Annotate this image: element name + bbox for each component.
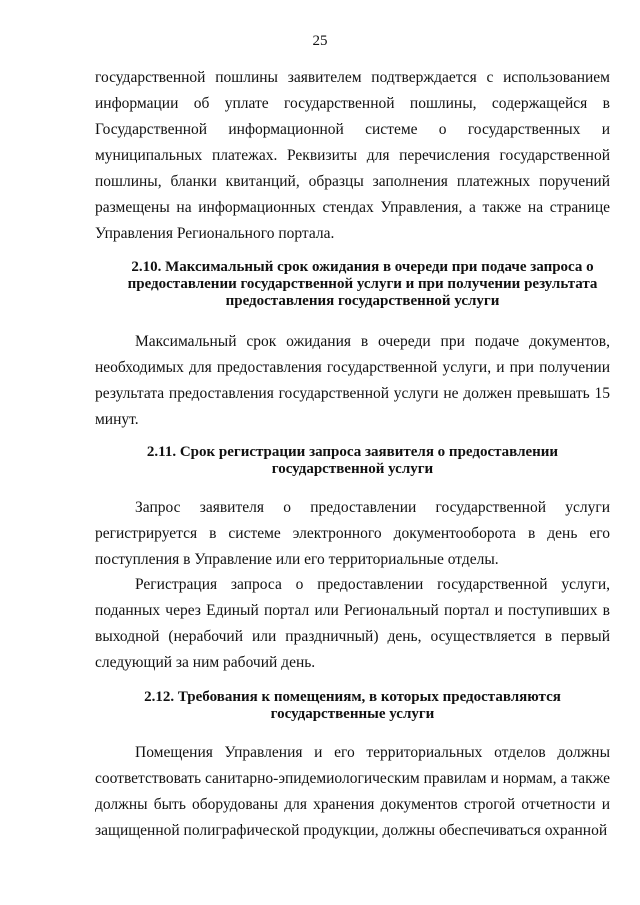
heading-2-10: 2.10. Максимальный срок ожидания в очереди при подаче запроса о предоставлении государственной услуги и при получении результата предоставления государственной услуги xyxy=(127,259,598,309)
heading-2-11: 2.11. Срок регистрации запроса заявителя о предоставлении государственной услуги xyxy=(146,444,559,477)
paragraph-queue-wait-time: Максимальный срок ожидания в очереди при подаче документов, необходимых для предоставления государственной услуги, и при получении результата предоставления государственной услуги не должен превышать 15 минут. xyxy=(95,333,610,428)
paragraph-weekend-registration: Регистрация запроса о предоставлении государственной услуги, поданных через Единый портал или Региональный портал и поступивших в выходной (нерабочий или праздничный) день, осуществляется в первый следующий за ним рабочий день. xyxy=(95,576,610,671)
paragraph-request-registration: Запрос заявителя о предоставлении государственной услуги регистрируется в системе электронного документооборота в день его поступления в Управление или его территориальные отделы. xyxy=(95,499,610,568)
paragraph-premises-requirements: Помещения Управления и его территориальных отделов должны соответствовать санитарно-эпидемиологическим правилам и нормам, а также должны быть оборудованы для хранения документов строгой отчетности и защищенной полиграфической продукции, должны обеспечиваться охранной xyxy=(95,744,610,839)
page-number: 25 xyxy=(312,33,328,49)
paragraph-state-fee-info: государственной пошлины заявителем подтверждается с использованием информации об уплате государственной пошлины, содержащейся в Государственной информационной системе о государственных и муниципальных платежах. Реквизиты для перечисления государственной пошлины, бланки квитанций, образцы заполнения платежных поручений размещены на информационных стендах Управления, а также на странице Управления Регионального портала. xyxy=(95,69,610,242)
heading-2-12: 2.12. Требования к помещениям, в которых предоставляются государственные услуги xyxy=(144,689,561,722)
